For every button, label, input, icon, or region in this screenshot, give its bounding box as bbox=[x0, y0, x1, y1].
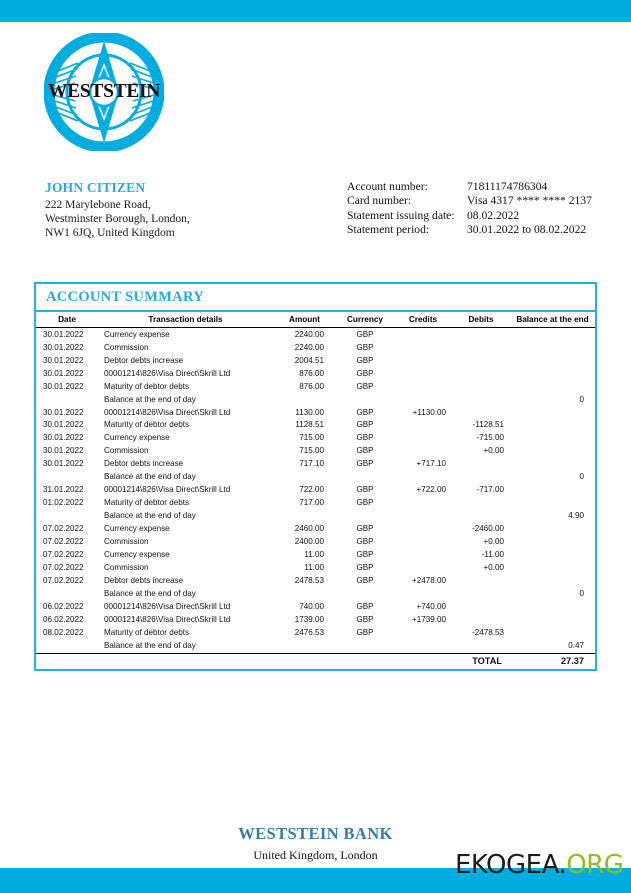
cell-details: 00001214\826\Visa Direct\Skrill Ltd bbox=[104, 485, 231, 495]
cell-details: Currency expense bbox=[104, 433, 170, 443]
account-summary-box bbox=[34, 282, 597, 671]
cell-credits bbox=[394, 419, 452, 432]
cell-currency: GBP bbox=[356, 342, 374, 352]
cell-credits: +717.10 bbox=[416, 459, 446, 469]
cell-debits: +0.00 bbox=[483, 446, 504, 456]
cell-debits bbox=[452, 601, 510, 614]
cell-date: 30.01.2022 bbox=[43, 459, 84, 469]
footer-location: United Kingdom, London bbox=[253, 848, 378, 862]
cell-currency bbox=[336, 510, 394, 523]
table-row bbox=[36, 523, 595, 536]
cell-date bbox=[36, 471, 98, 484]
table-row bbox=[36, 549, 595, 562]
transactions-table-body bbox=[36, 328, 595, 654]
table-row bbox=[36, 575, 595, 588]
cell-balance bbox=[510, 601, 595, 614]
cell-debits bbox=[452, 367, 510, 380]
cell-date bbox=[36, 393, 98, 406]
table-row bbox=[36, 432, 595, 445]
cell-date: 30.01.2022 bbox=[43, 446, 84, 456]
balance-row bbox=[36, 510, 595, 523]
cell-credits bbox=[394, 393, 452, 406]
cell-debits bbox=[452, 354, 510, 367]
cell-currency: GBP bbox=[356, 407, 374, 417]
total-label: TOTAL bbox=[452, 653, 510, 669]
cell-currency bbox=[336, 393, 394, 406]
cell-date: 08.02.2022 bbox=[43, 628, 84, 638]
footer-bank-name: WESTSTEIN BANK bbox=[238, 824, 393, 843]
table-row bbox=[36, 354, 595, 367]
cell-date: 30.01.2022 bbox=[43, 329, 84, 339]
cell-date bbox=[36, 640, 98, 653]
cell-details: Currency expense bbox=[104, 550, 170, 560]
cell-credits bbox=[394, 497, 452, 510]
cell-debits bbox=[452, 380, 510, 393]
total-row bbox=[36, 653, 595, 669]
total-spacer-credits bbox=[394, 653, 452, 669]
total-spacer-date bbox=[36, 653, 98, 669]
cell-credits: +2478.00 bbox=[412, 576, 446, 586]
cell-balance: 0.47 bbox=[568, 641, 584, 651]
table-row bbox=[36, 380, 595, 393]
cell-currency: GBP bbox=[356, 485, 374, 495]
table-row bbox=[36, 419, 595, 432]
cell-balance bbox=[510, 484, 595, 497]
cell-balance bbox=[510, 575, 595, 588]
cell-date: 07.02.2022 bbox=[43, 537, 84, 547]
cell-amount: 2460.00 bbox=[294, 524, 324, 534]
cell-balance: 0 bbox=[579, 589, 584, 599]
issuing-date-label: Statement issuing date: bbox=[347, 208, 455, 222]
cell-currency: GBP bbox=[356, 459, 374, 469]
cell-currency: GBP bbox=[356, 537, 374, 547]
cell-amount: 2240.00 bbox=[294, 329, 324, 339]
cell-debits: -2478.53 bbox=[472, 628, 504, 638]
cell-amount bbox=[273, 393, 336, 406]
card-number-value: Visa 4317 **** **** 2137 bbox=[467, 194, 592, 208]
cell-amount: 717.00 bbox=[299, 498, 324, 508]
card-number-label: Card number: bbox=[347, 194, 412, 208]
cell-currency: GBP bbox=[356, 602, 374, 612]
column-header-balance: Balance at the end bbox=[510, 312, 595, 328]
cell-details: Balance at the end of day bbox=[104, 472, 196, 482]
account-number-label: Account number: bbox=[347, 180, 428, 193]
cell-credits: +1130.00 bbox=[412, 407, 446, 417]
table-header-row bbox=[36, 312, 595, 328]
customer-details bbox=[45, 180, 335, 241]
column-header-credits: Credits bbox=[394, 312, 452, 328]
column-header-currency: Currency bbox=[336, 312, 394, 328]
balance-row bbox=[36, 640, 595, 653]
account-summary-title: ACCOUNT SUMMARY bbox=[36, 284, 595, 312]
cell-date: 01.02.2022 bbox=[43, 498, 84, 508]
cell-amount: 11.00 bbox=[304, 550, 324, 560]
cell-balance bbox=[510, 341, 595, 354]
cell-credits bbox=[394, 328, 452, 341]
cell-balance bbox=[510, 354, 595, 367]
cell-credits bbox=[394, 523, 452, 536]
transactions-table bbox=[36, 312, 595, 669]
transactions-table-foot bbox=[36, 653, 595, 669]
cell-amount: 717.10 bbox=[299, 459, 324, 469]
cell-currency: GBP bbox=[356, 524, 374, 534]
cell-debits: +0.00 bbox=[483, 563, 504, 573]
cell-amount: 2240.00 bbox=[294, 342, 324, 352]
statement-period-label: Statement period: bbox=[347, 223, 430, 237]
table-row bbox=[36, 341, 595, 354]
cell-date: 30.01.2022 bbox=[43, 420, 84, 430]
cell-amount: 2476.53 bbox=[294, 628, 324, 638]
cell-details: Balance at the end of day bbox=[104, 641, 196, 651]
cell-debits bbox=[452, 393, 510, 406]
cell-date: 30.01.2022 bbox=[43, 381, 84, 391]
cell-credits bbox=[394, 536, 452, 549]
cell-debits bbox=[452, 458, 510, 471]
cell-details: Commission bbox=[104, 537, 149, 547]
cell-credits bbox=[394, 549, 452, 562]
cell-date: 07.02.2022 bbox=[43, 576, 84, 586]
cell-balance bbox=[510, 549, 595, 562]
cell-balance: 4.90 bbox=[568, 511, 584, 521]
column-header-debits: Debits bbox=[452, 312, 510, 328]
table-row bbox=[36, 328, 595, 341]
cell-details: Commission bbox=[104, 446, 149, 456]
cell-balance bbox=[510, 406, 595, 419]
cell-credits bbox=[394, 354, 452, 367]
cell-currency: GBP bbox=[356, 550, 374, 560]
total-spacer-currency bbox=[336, 653, 394, 669]
table-row bbox=[36, 614, 595, 627]
cell-date: 30.01.2022 bbox=[43, 368, 84, 378]
cell-balance: 0 bbox=[579, 394, 584, 404]
customer-address-line-2: Westminster Borough, London, bbox=[45, 213, 190, 226]
cell-balance bbox=[510, 445, 595, 458]
cell-debits bbox=[452, 510, 510, 523]
cell-currency: GBP bbox=[356, 498, 374, 508]
column-header-amount: Amount bbox=[273, 312, 336, 328]
cell-credits bbox=[394, 640, 452, 653]
cell-date: 07.02.2022 bbox=[43, 524, 84, 534]
table-row bbox=[36, 536, 595, 549]
cell-currency: GBP bbox=[356, 420, 374, 430]
cell-currency: GBP bbox=[356, 446, 374, 456]
cell-details: 00001214\826\Visa Direct\Skrill Ltd bbox=[104, 602, 231, 612]
cell-details: Maturity of debtor debts bbox=[104, 628, 190, 638]
table-row bbox=[36, 627, 595, 640]
card-number-row bbox=[347, 194, 597, 208]
cell-date bbox=[36, 510, 98, 523]
cell-details: Balance at the end of day bbox=[104, 589, 196, 599]
cell-amount: 722.00 bbox=[299, 485, 324, 495]
table-row bbox=[36, 445, 595, 458]
cell-amount: 2400.00 bbox=[294, 537, 324, 547]
cell-debits bbox=[452, 328, 510, 341]
cell-balance: 0 bbox=[579, 472, 584, 482]
cell-debits bbox=[452, 640, 510, 653]
cell-details: Maturity of debtor debts bbox=[104, 381, 190, 391]
cell-date: 07.02.2022 bbox=[43, 550, 84, 560]
cell-credits bbox=[394, 588, 452, 601]
cell-amount bbox=[273, 640, 336, 653]
account-info-block bbox=[347, 180, 597, 238]
cell-details: Balance at the end of day bbox=[104, 394, 196, 404]
transactions-table-head bbox=[36, 312, 595, 328]
table-row bbox=[36, 458, 595, 471]
cell-debits bbox=[452, 406, 510, 419]
cell-date: 06.02.2022 bbox=[43, 602, 84, 612]
watermark-green-text: ORG bbox=[566, 850, 624, 880]
cell-debits bbox=[452, 614, 510, 627]
top-accent-banner bbox=[0, 0, 631, 22]
balance-row bbox=[36, 588, 595, 601]
cell-details: Balance at the end of day bbox=[104, 511, 196, 521]
cell-amount: 876.00 bbox=[299, 381, 324, 391]
cell-debits: +0.00 bbox=[483, 537, 504, 547]
cell-credits: +740.00 bbox=[416, 602, 446, 612]
cell-debits: -11.00 bbox=[481, 550, 504, 560]
statement-period-value: 30.01.2022 to 08.02.2022 bbox=[467, 223, 587, 237]
logo-wordmark: WESTSTEIN bbox=[47, 81, 161, 102]
cell-credits bbox=[394, 510, 452, 523]
table-row bbox=[36, 562, 595, 575]
cell-amount bbox=[273, 471, 336, 484]
cell-amount: 1739.00 bbox=[294, 615, 324, 625]
issuing-date-value: 08.02.2022 bbox=[467, 208, 520, 222]
cell-amount: 715.00 bbox=[299, 446, 324, 456]
cell-balance bbox=[510, 458, 595, 471]
total-value: 27.37 bbox=[510, 653, 595, 669]
customer-address-line-3: NW1 6JQ, United Kingdom bbox=[45, 227, 175, 240]
cell-amount: 11.00 bbox=[304, 563, 324, 573]
cell-credits: +722.00 bbox=[416, 485, 446, 495]
table-row bbox=[36, 497, 595, 510]
cell-date: 06.02.2022 bbox=[43, 615, 84, 625]
cell-currency: GBP bbox=[356, 433, 374, 443]
column-header-date: Date bbox=[36, 312, 98, 328]
weststein-logo bbox=[44, 33, 164, 151]
cell-currency bbox=[336, 640, 394, 653]
cell-credits bbox=[394, 367, 452, 380]
cell-currency: GBP bbox=[356, 576, 374, 586]
cell-amount: 2478.53 bbox=[294, 576, 324, 586]
table-row bbox=[36, 367, 595, 380]
cell-balance bbox=[510, 523, 595, 536]
cell-details: Commission bbox=[104, 563, 149, 573]
cell-amount: 715.00 bbox=[299, 433, 324, 443]
statement-period-row bbox=[347, 223, 597, 237]
cell-debits bbox=[452, 575, 510, 588]
cell-details: Debtor debts increase bbox=[104, 459, 184, 469]
cell-credits bbox=[394, 341, 452, 354]
cell-details: Commission bbox=[104, 342, 149, 352]
table-row bbox=[36, 406, 595, 419]
watermark bbox=[455, 851, 623, 879]
cell-debits bbox=[452, 497, 510, 510]
cell-date: 07.02.2022 bbox=[43, 563, 84, 573]
cell-balance bbox=[510, 497, 595, 510]
cell-debits bbox=[452, 341, 510, 354]
table-row bbox=[36, 484, 595, 497]
total-spacer-amount bbox=[273, 653, 336, 669]
cell-amount: 1130.00 bbox=[295, 407, 324, 417]
cell-amount: 1128.51 bbox=[295, 420, 324, 430]
cell-credits bbox=[394, 471, 452, 484]
cell-debits: -717.00 bbox=[476, 485, 504, 495]
balance-row bbox=[36, 393, 595, 406]
cell-credits bbox=[394, 432, 452, 445]
cell-details: Maturity of debtor debts bbox=[104, 420, 190, 430]
cell-balance bbox=[510, 614, 595, 627]
cell-balance bbox=[510, 419, 595, 432]
cell-details: Maturity of debtor debts bbox=[104, 498, 190, 508]
cell-credits bbox=[394, 562, 452, 575]
cell-amount bbox=[273, 588, 336, 601]
cell-date: 30.01.2022 bbox=[43, 433, 84, 443]
cell-currency: GBP bbox=[356, 615, 374, 625]
cell-date: 30.01.2022 bbox=[43, 342, 84, 352]
cell-date: 30.01.2022 bbox=[43, 355, 84, 365]
cell-date bbox=[36, 588, 98, 601]
cell-debits bbox=[452, 471, 510, 484]
cell-balance bbox=[510, 367, 595, 380]
cell-currency bbox=[336, 588, 394, 601]
cell-details: 00001214\826\Visa Direct\Skrill Ltd bbox=[104, 368, 231, 378]
cell-currency: GBP bbox=[356, 368, 374, 378]
cell-date: 31.01.2022 bbox=[43, 485, 84, 495]
cell-details: 00001214\826\Visa Direct\Skrill Ltd bbox=[104, 407, 231, 417]
cell-currency: GBP bbox=[356, 381, 374, 391]
cell-currency: GBP bbox=[356, 355, 374, 365]
cell-currency bbox=[336, 471, 394, 484]
customer-address-line-1: 222 Marylebone Road, bbox=[45, 199, 151, 211]
watermark-dark-text: EKOGEA. bbox=[455, 850, 567, 880]
cell-debits: -1128.51 bbox=[472, 420, 504, 430]
cell-amount: 740.00 bbox=[299, 602, 324, 612]
cell-amount bbox=[273, 510, 336, 523]
cell-balance bbox=[510, 432, 595, 445]
cell-balance bbox=[510, 627, 595, 640]
cell-balance bbox=[510, 328, 595, 341]
cell-details: Debtor debts increase bbox=[104, 576, 184, 586]
issuing-date-row bbox=[347, 209, 597, 223]
cell-credits bbox=[394, 445, 452, 458]
cell-balance bbox=[510, 536, 595, 549]
customer-name: JOHN CITIZEN bbox=[45, 180, 146, 195]
account-number-value: 71811174786304 bbox=[467, 180, 548, 193]
column-header-details: Transaction details bbox=[98, 312, 273, 328]
table-row bbox=[36, 601, 595, 614]
cell-details: Currency expense bbox=[104, 329, 170, 339]
cell-amount: 876.00 bbox=[299, 368, 324, 378]
cell-balance bbox=[510, 380, 595, 393]
cell-debits: -715.00 bbox=[476, 433, 504, 443]
account-number-row bbox=[347, 180, 597, 194]
cell-credits: +1739.00 bbox=[412, 615, 446, 625]
cell-currency: GBP bbox=[356, 563, 374, 573]
cell-amount: 2004.51 bbox=[294, 355, 324, 365]
cell-details: 00001214\826\Visa Direct\Skrill Ltd bbox=[104, 615, 231, 625]
cell-details: Debtor debts increase bbox=[104, 355, 184, 365]
cell-debits: -2460.00 bbox=[472, 524, 504, 534]
cell-debits bbox=[452, 588, 510, 601]
total-spacer-details bbox=[98, 653, 273, 669]
cell-currency: GBP bbox=[356, 329, 374, 339]
cell-details: Currency expense bbox=[104, 524, 170, 534]
cell-credits bbox=[394, 380, 452, 393]
balance-row bbox=[36, 471, 595, 484]
cell-currency: GBP bbox=[356, 628, 374, 638]
cell-date: 30.01.2022 bbox=[43, 407, 84, 417]
cell-balance bbox=[510, 562, 595, 575]
cell-credits bbox=[394, 627, 452, 640]
